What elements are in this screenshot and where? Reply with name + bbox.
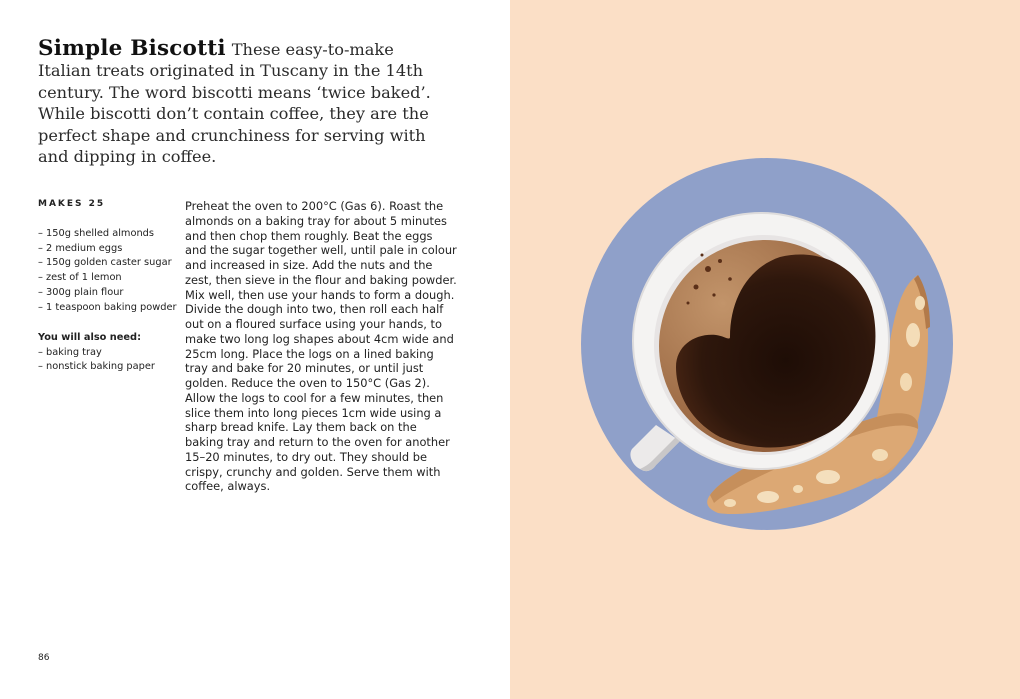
ingredient-item: – zest of 1 lemon bbox=[38, 272, 122, 284]
ingredient-item: – 150g shelled almonds bbox=[38, 228, 154, 239]
equipment-section bbox=[38, 331, 178, 375]
page-number: 86 bbox=[38, 653, 50, 663]
method-text: Preheat the oven to 200°C (Gas 6). Roast the almonds on a baking tray for about 5 minutes and then chop them roughly. Beat the eggs and the sugar together well, until pale in colour and increased in size. Add the nuts and the zest, then sieve in the flour and baking powder. Mix well, then use your hands to form a dough. Divide the dough into two, then roll each half out on a floured surface using your hands, to make two long log shapes about 4cm wide and 25cm long. Place the logs on a lined baking tray and bake for 20 minutes, or until just golden. Reduce the oven to 150°C (Gas 2). Allow the logs to cool for a few minutes, then slice them into long pieces 1cm wide using a sharp bread knife. Lay them back on the baking tray and return to the oven for another 15–20 minutes, to dry out. They should be crispy, crunchy and golden. Serve them with coffee, always. bbox=[185, 199, 457, 494]
recipe-title: Simple Biscotti bbox=[38, 36, 226, 61]
ingredient-item: – 300g plain flour bbox=[38, 286, 124, 298]
intro-text: These easy-to-make Italian treats originated in Tuscany in the 14th century. The word biscotti means ‘twice baked’. While biscotti don’t contain coffee, they are the perfect shape and crunchiness for serving with and dipping in coffee. bbox=[38, 40, 431, 167]
ingredient-item: – 150g golden caster sugar bbox=[38, 257, 172, 269]
ingredient-item: – 2 medium eggs bbox=[38, 242, 123, 254]
equipment-item: – nonstick baking paper bbox=[38, 361, 155, 373]
intro-paragraph bbox=[38, 38, 438, 167]
equipment-heading: You will also need: bbox=[38, 332, 141, 343]
coffee-biscotti-illustration bbox=[580, 157, 960, 537]
ingredient-item: – 1 teaspoon baking powder bbox=[38, 301, 177, 313]
equipment-list bbox=[38, 346, 178, 375]
makes-label: MAKES 25 bbox=[38, 199, 106, 209]
ingredient-list bbox=[38, 227, 178, 315]
equipment-item: – baking tray bbox=[38, 346, 102, 358]
